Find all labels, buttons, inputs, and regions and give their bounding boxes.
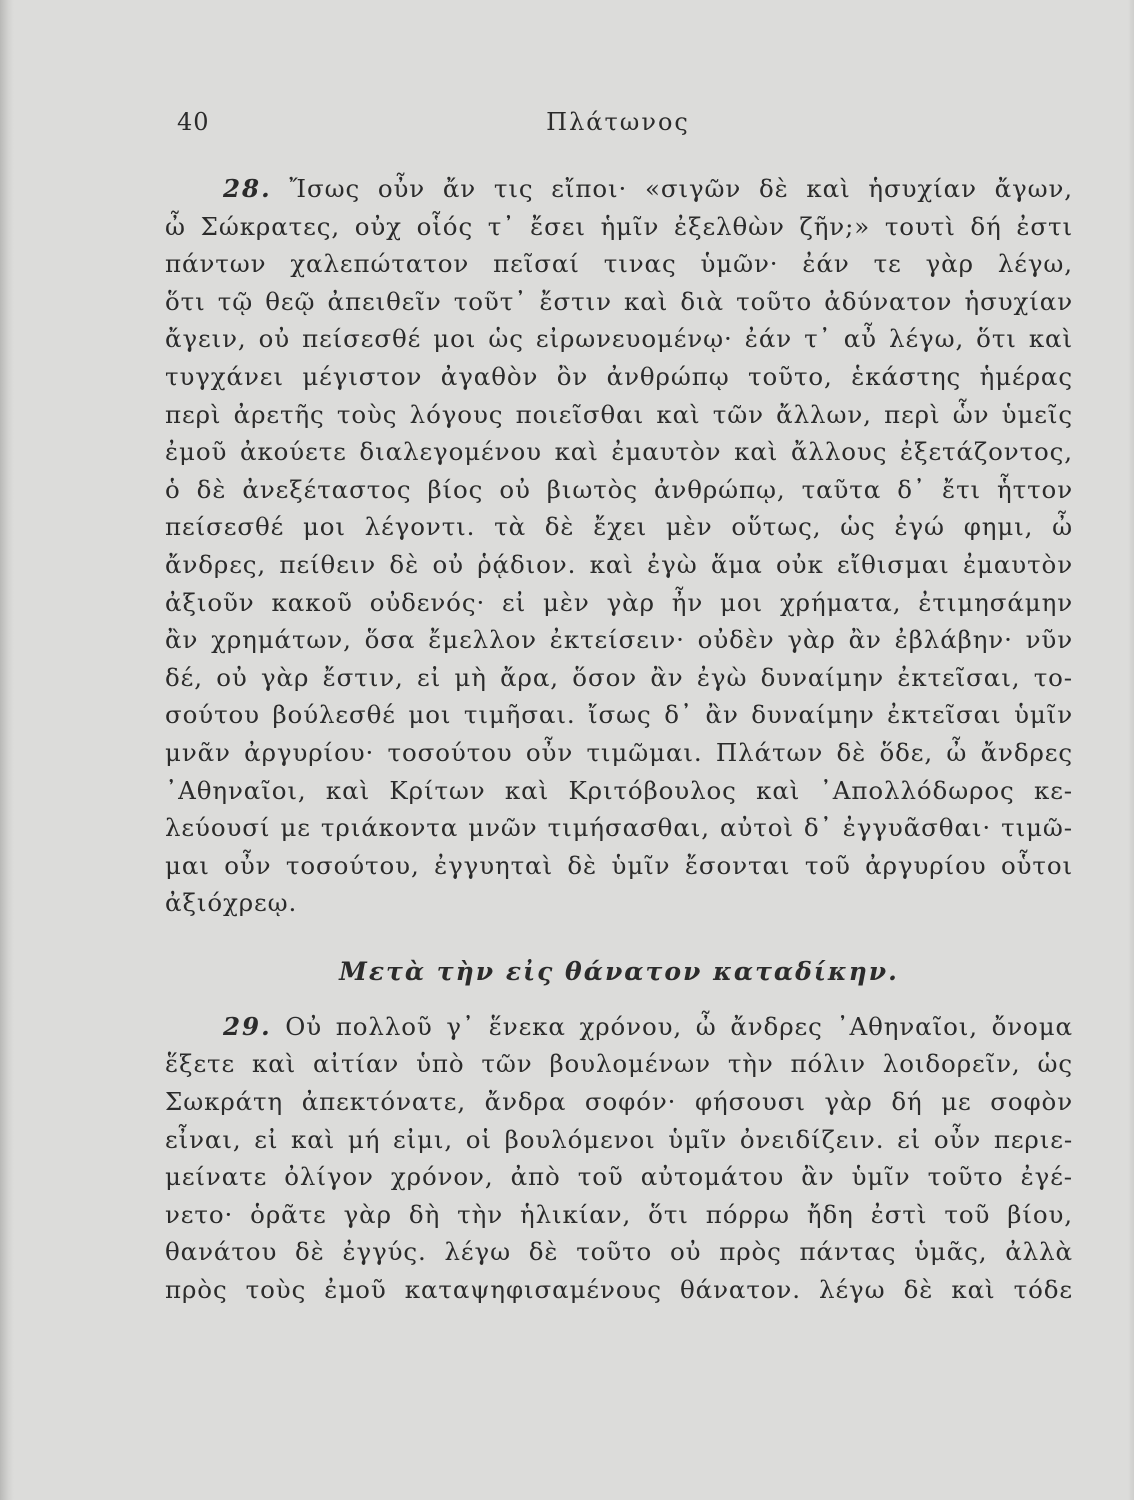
- text-line: ἐμοῦ ἀκούετε διαλεγομένου καὶ ἐμαυτὸν καὶ ἄλλους ἐξετάζοντος,: [165, 437, 1073, 467]
- text-line: τυγχάνει μέγιστον ἀγαθὸν ὂν ἀνθρώπῳ τοῦτο, ἑκάστης ἡμέρας: [165, 361, 1073, 391]
- section-number-28: 28.: [223, 174, 272, 203]
- text-line: ὅτι τῷ θεῷ ἀπειθεῖν τοῦτ᾿ ἔστιν καὶ διὰ τοῦτο ἀδύνατον ἡσυχίαν: [165, 286, 1073, 316]
- text-line: ἄγειν, οὐ πείσεσθέ μοι ὡς εἰρωνευομένῳ· ἐάν τ᾿ αὖ λέγω, ὅτι καὶ: [165, 324, 1073, 354]
- text-line: σούτου βούλεσθέ μοι τιμῆσαι. ἴσως δ᾿ ἂν δυναίμην ἐκτεῖσαι ὑμῖν: [165, 700, 1073, 730]
- paragraph-29-first-line: [165, 1008, 1073, 1046]
- paragraph-28-opening: Ἴσως οὖν ἄν τις εἴποι· «σιγῶν δὲ καὶ ἡσυχίαν ἄγων,: [289, 174, 1073, 203]
- text-line: ἀξιόχρεῳ.: [165, 888, 298, 918]
- text-line: Σωκράτη ἀπεκτόνατε, ἄνδρα σοφόν· φήσουσι γὰρ δή με σοφὸν: [165, 1087, 1073, 1117]
- text-line: θανάτου δὲ ἐγγύς. λέγω δὲ τοῦτο οὐ πρὸς πάντας ὑμᾶς, ἀλλὰ: [165, 1237, 1073, 1267]
- text-line: μαι οὖν τοσούτου, ἐγγυηταὶ δὲ ὑμῖν ἔσονται τοῦ ἀργυρίου οὗτοι: [165, 850, 1073, 880]
- text-line: ὁ δὲ ἀνεξέταστος βίος οὐ βιωτὸς ἀνθρώπῳ, ταῦτα δ᾿ ἔτι ἧττον: [165, 474, 1073, 504]
- text-line: ἀξιοῦν κακοῦ οὐδενός· εἰ μὲν γὰρ ἦν μοι χρήματα, ἐτιμησάμην: [165, 587, 1073, 617]
- text-line: ᾿Αθηναῖοι, καὶ Κρίτων καὶ Κριτόβουλος καὶ ᾿Απολλόδωρος κε-: [165, 775, 1073, 805]
- text-line: ἕξετε καὶ αἰτίαν ὑπὸ τῶν βουλομένων τὴν πόλιν λοιδορεῖν, ὡς: [165, 1049, 1073, 1079]
- text-line: ἄνδρες, πείθειν δὲ οὐ ῥᾴδιον. καὶ ἐγὼ ἅμα οὐκ εἴθισμαι ἐμαυτὸν: [165, 549, 1073, 579]
- paragraph-28-first-line: [165, 170, 1073, 208]
- page-header: [163, 108, 1073, 144]
- page-number: 40: [177, 108, 210, 136]
- text-line: πρὸς τοὺς ἐμοῦ καταψηφισαμένους θάνατον. λέγω δὲ καὶ τόδε: [165, 1275, 1073, 1305]
- text-line: λεύουσί με τριάκοντα μνῶν τιμήσασθαι, αὐτοὶ δ᾿ ἐγγυᾶσθαι· τιμῶ-: [165, 813, 1073, 843]
- text-line: μείνατε ὀλίγον χρόνον, ἀπὸ τοῦ αὐτομάτου ἂν ὑμῖν τοῦτο ἐγέ-: [165, 1162, 1073, 1192]
- text-line: εἶναι, εἰ καὶ μή εἰμι, οἱ βουλόμενοι ὑμῖν ὀνειδίζειν. εἰ οὖν περιε-: [165, 1124, 1073, 1154]
- page-edge-right: [1128, 0, 1134, 1500]
- text-line: πάντων χαλεπώτατον πεῖσαί τινας ὑμῶν· ἐάν τε γὰρ λέγω,: [165, 249, 1073, 279]
- text-line: μνᾶν ἀργυρίου· τοσούτου οὖν τιμῶμαι. Πλάτων δὲ ὅδε, ὦ ἄνδρες: [165, 737, 1073, 767]
- text-line: ὦ Σώκρατες, οὐχ οἷός τ᾿ ἔσει ἡμῖν ἐξελθὼν ζῆν;» τουτὶ δή ἐστι: [165, 211, 1073, 241]
- paragraph-29-opening: Οὐ πολλοῦ γ᾿ ἕνεκα χρόνου, ὦ ἄνδρες ᾿Αθηναῖοι, ὄνομα: [285, 1011, 1073, 1041]
- text-line: περὶ ἀρετῆς τοὺς λόγους ποιεῖσθαι καὶ τῶν ἄλλων, περὶ ὧν ὑμεῖς: [165, 399, 1073, 429]
- page-edge-left: [0, 0, 14, 1500]
- section-number-29: 29.: [223, 1011, 272, 1041]
- section-heading: Μετὰ τὴν εἰς θάνατον καταδίκην.: [339, 956, 899, 986]
- body-text: [165, 170, 1073, 1309]
- text-line: ἂν χρημάτων, ὅσα ἔμελλον ἐκτείσειν· οὐδὲν γὰρ ἂν ἐβλάβην· νῦν: [165, 625, 1073, 655]
- text-line: δέ, οὐ γὰρ ἔστιν, εἰ μὴ ἄρα, ὅσον ἂν ἐγὼ δυναίμην ἐκτεῖσαι, το-: [165, 662, 1073, 692]
- text-line: πείσεσθέ μοι λέγοντι. τὰ δὲ ἔχει μὲν οὕτως, ὡς ἐγώ φημι, ὦ: [165, 512, 1073, 542]
- text-line: νετο· ὁρᾶτε γὰρ δὴ τὴν ἡλικίαν, ὅτι πόρρω ἤδη ἐστὶ τοῦ βίου,: [165, 1199, 1073, 1229]
- running-title: Πλάτωνος: [546, 108, 690, 136]
